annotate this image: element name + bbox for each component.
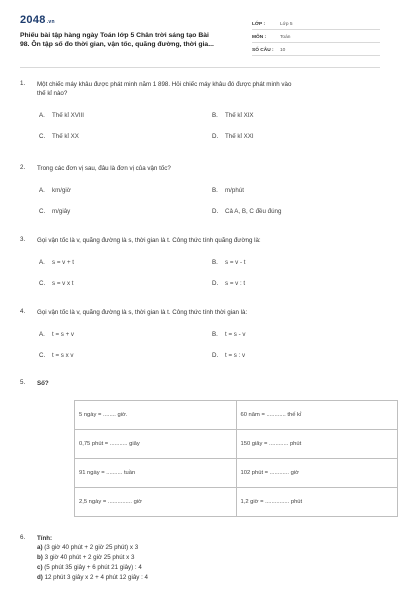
option-letter: D. [212,280,219,287]
calc-text: (3 giờ 40 phút + 2 giờ 25 phút) x 3 [44,544,139,551]
option-text: s = v + t [52,259,75,266]
meta-value: 10 [280,48,286,53]
calc-item [37,563,380,573]
calc-text: 12 phút 3 giây x 2 + 4 phút 12 giây : 4 [44,574,148,581]
option-text: km/giờ [52,187,71,194]
option-a[interactable] [39,187,71,194]
option-text: m/giây [52,208,71,215]
meta-value: Lớp 5 [280,22,293,27]
option-c[interactable] [39,208,70,215]
worksheet-header [20,14,380,57]
option-text: Thế kỉ XX [52,133,79,140]
question-text: Gọi vận tốc là v, quãng đường là s, thời gian là t. Công thức tính quãng đường là: [37,237,261,244]
option-c[interactable] [39,352,74,359]
option-letter: A. [39,259,45,266]
option-text: t = s x v [52,352,74,359]
answer-options [37,259,380,301]
option-d[interactable] [212,133,254,140]
option-text: t = s : v [225,352,246,359]
question-text: Số? [37,380,49,387]
table-row [75,488,398,517]
table-cell[interactable]: 0,75 phút = ........... giây [75,430,237,459]
option-a[interactable] [39,331,74,338]
meta-key: MÔN : [252,35,267,40]
option-letter: A. [39,112,45,119]
meta-row-subject [252,31,380,43]
table-row [75,459,398,488]
option-a[interactable] [39,112,84,119]
option-d[interactable] [212,280,245,287]
table-cell[interactable]: 1,2 giờ = ............... phút [236,488,398,517]
option-letter: D. [212,352,219,359]
answer-options [37,187,380,229]
question-6 [20,534,380,583]
option-d[interactable] [212,208,281,215]
question-text: Gọi vận tốc là v, quãng đường là s, thời gian là t. Công thức tính thời gian là: [37,309,248,316]
option-letter: B. [212,331,218,338]
meta-row-class [252,18,380,30]
header-left [20,14,240,49]
option-d[interactable] [212,352,245,359]
option-text: s = v x t [52,280,74,287]
option-letter: A. [39,331,45,338]
question-text-line: thế kỉ nào? [37,90,68,97]
question-3 [20,236,380,301]
option-letter: A. [39,187,45,194]
option-text: t = s + v [52,331,75,338]
calc-item [37,543,380,553]
calc-letter: c) [37,564,43,571]
title-line-2: 98. Ôn tập số đo thời gian, vận tốc, quãng đường, thời gia... [20,40,214,48]
question-text-line: Một chiếc máy khâu được phát minh năm 1 898. Hỏi chiếc máy khâu đó được phát minh vào [37,81,292,88]
option-letter: D. [212,133,219,140]
meta-info [252,18,380,57]
title-line-1: Phiếu bài tập hàng ngày Toán lớp 5 Chân trời sáng tạo Bài [20,32,209,39]
option-text: Thế kỉ XXI [225,133,254,140]
calc-text: (5 phút 35 giây + 6 phút 21 giây) : 4 [44,564,142,571]
question-number: 3. [20,236,26,243]
table-cell[interactable]: 60 năm = ............ thế kỉ [236,401,398,430]
calc-letter: b) [37,554,43,561]
question-4 [20,308,380,373]
option-a[interactable] [39,259,74,266]
question-1 [20,80,380,154]
answer-options [37,331,380,373]
meta-value: Toán [280,35,291,40]
table-row [75,401,398,430]
option-letter: C. [39,133,46,140]
calc-item [37,573,380,583]
question-number: 6. [20,534,26,541]
table-cell[interactable]: 91 ngày = .......... tuần [75,459,237,488]
option-text: s = v - t [225,259,246,266]
option-letter: B. [212,187,218,194]
site-logo[interactable] [20,14,240,28]
table-cell[interactable]: 5 ngày = ........ giờ. [75,401,237,430]
header-divider [20,67,380,68]
question-number: 2. [20,164,26,171]
option-letter: C. [39,280,46,287]
option-letter: C. [39,208,46,215]
calc-item [37,553,380,563]
question-number: 4. [20,308,26,315]
option-c[interactable] [39,133,79,140]
question-text [37,80,380,98]
question-label: Tính: [37,535,53,542]
logo-suffix: .vn [46,19,55,25]
option-letter: D. [212,208,219,215]
question-text: Trong các đơn vị sau, đâu là đơn vị của vận tốc? [37,165,171,172]
logo-text: 2048 [20,14,46,26]
worksheet-title [20,32,240,49]
option-letter: B. [212,112,218,119]
question-5 [20,379,380,388]
option-b[interactable] [212,112,254,119]
option-letter: B. [212,259,218,266]
meta-row-count [252,44,380,56]
answer-options [37,112,380,154]
question-number: 1. [20,80,26,87]
question-2 [20,164,380,229]
option-text: m/phút [225,187,244,194]
question-number: 5. [20,379,26,386]
option-text: Cả A, B, C đều đúng [225,208,282,215]
calc-letter: a) [37,544,43,551]
table-row [75,430,398,459]
meta-key: LỚP : [252,22,266,27]
option-letter: C. [39,352,46,359]
option-text: t = s - v [225,331,246,338]
calc-text: 3 giờ 40 phút + 2 giờ 25 phút x 3 [44,554,135,561]
table-cell[interactable]: 2,5 ngày = ............... giờ [75,488,237,517]
question-body [37,534,380,583]
table-cell[interactable]: 102 phút = ............ giờ [236,459,398,488]
option-b[interactable] [212,259,245,266]
option-b[interactable] [212,331,245,338]
fill-in-table [74,400,398,517]
meta-key: SỐ CÂU : [252,48,274,53]
option-text: s = v : t [225,280,246,287]
table-cell[interactable]: 150 giây = ............ phút [236,430,398,459]
option-text: Thế kỉ XVIII [52,112,84,119]
option-b[interactable] [212,187,244,194]
option-c[interactable] [39,280,74,287]
calc-letter: d) [37,574,43,581]
option-text: Thế kỉ XIX [225,112,254,119]
